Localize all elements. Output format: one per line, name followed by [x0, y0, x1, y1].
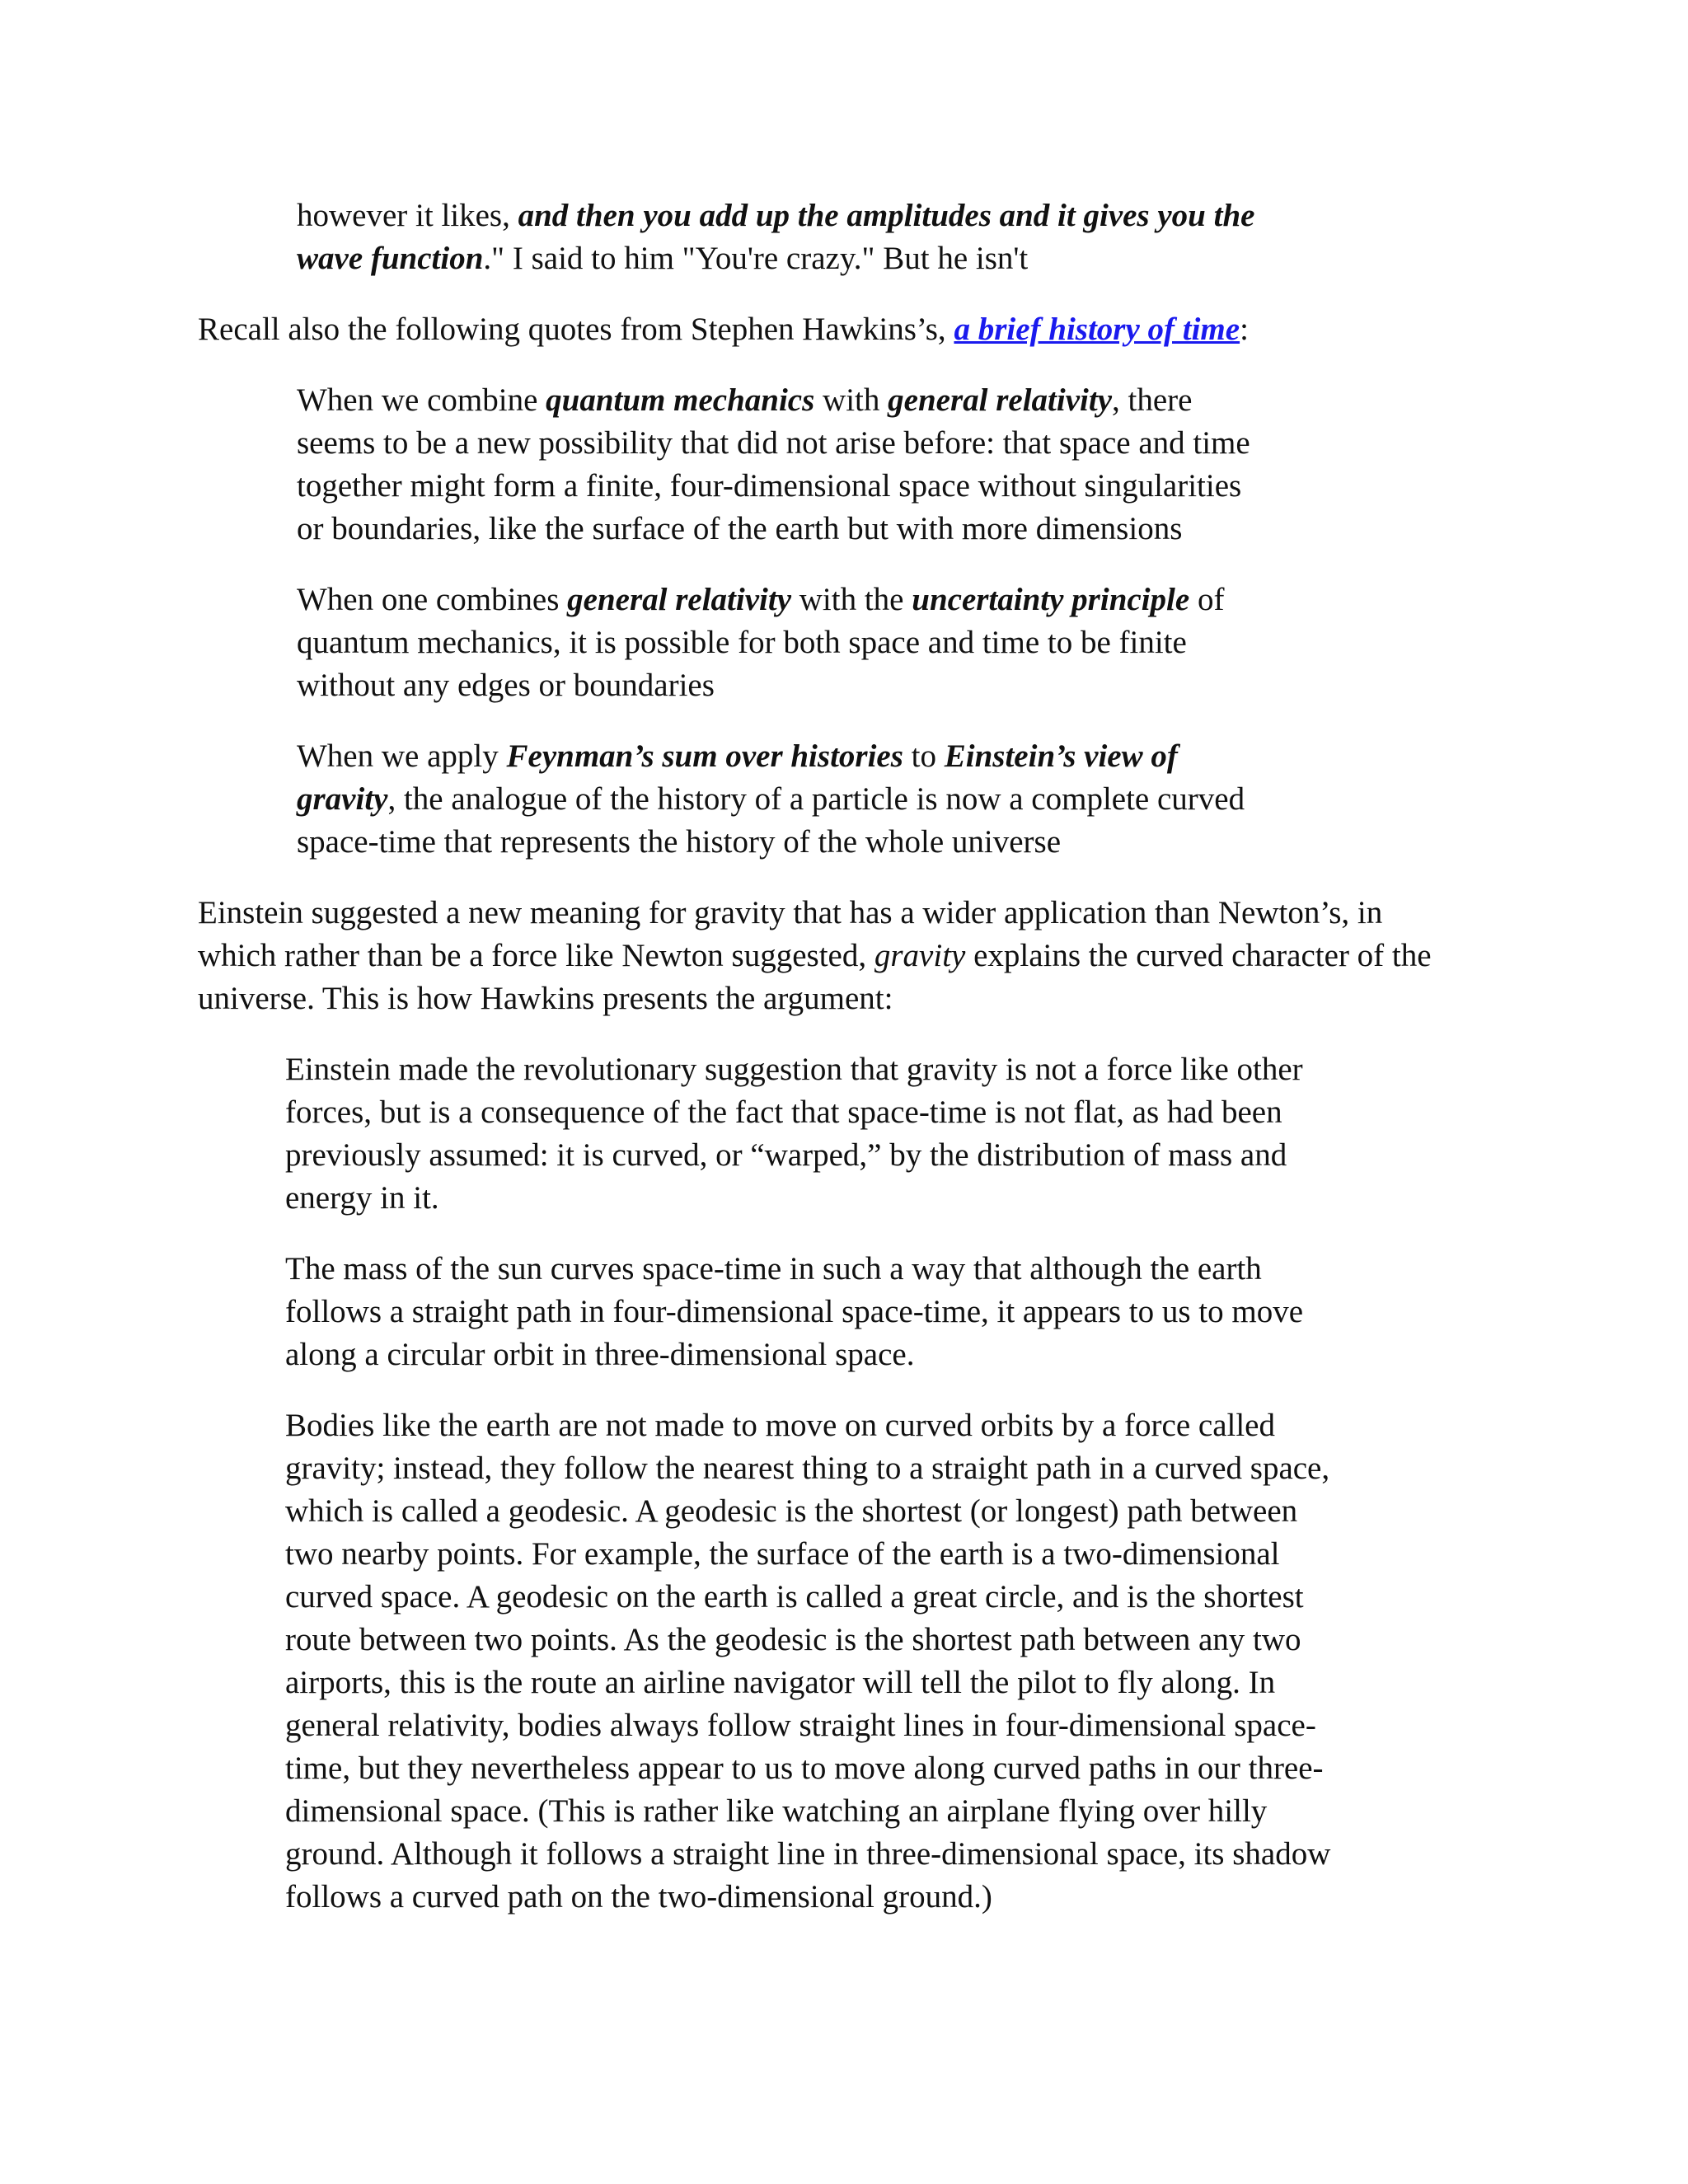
quote-2-line-2: quantum mechanics, it is possible for both space and time to be finite — [297, 625, 1187, 660]
einstein-paragraph-line-3: universe. This is how Hawkins presents the argument: — [198, 981, 893, 1016]
block-3-line: general relativity, bodies always follow straight lines in four-dimensional space- — [285, 1708, 1316, 1743]
block-1-line-1: Einstein made the revolutionary suggestion that gravity is not a force like other — [285, 1052, 1303, 1087]
feynman-quote-line-2 — [297, 237, 1028, 280]
text-run: which rather than be a force like Newton suggested, — [198, 938, 874, 973]
text-run: to — [903, 738, 945, 774]
block-3-line: route between two points. As the geodesic is the shortest path between any two — [285, 1622, 1301, 1657]
feynman-quote-line-1 — [297, 194, 1254, 237]
emphasis-einstein-view: Einstein’s view of — [944, 738, 1178, 774]
einstein-paragraph-line-1: Einstein suggested a new meaning for gravity that has a wider application than Newton’s, in — [198, 895, 1383, 930]
block-2-line-3: along a circular orbit in three-dimensional space. — [285, 1337, 915, 1372]
text-run: with the — [791, 582, 912, 617]
text-run: When we apply — [297, 738, 507, 774]
text-run: When we combine — [297, 382, 546, 418]
emphasis-quantum-mechanics: quantum mechanics — [546, 382, 815, 418]
text-run: : — [1240, 312, 1249, 347]
block-1-line-2: forces, but is a consequence of the fact that space-time is not flat, as had been — [285, 1094, 1282, 1130]
text-run: Recall also the following quotes from Stephen Hawkins’s, — [198, 312, 954, 347]
text-run: however it likes, — [297, 198, 518, 233]
block-3-line: ground. Although it follows a straight line in three-dimensional space, its shadow — [285, 1836, 1331, 1872]
block-1-line-4: energy in it. — [285, 1180, 439, 1216]
brief-history-of-time-link[interactable]: a brief history of time — [954, 312, 1240, 347]
text-run: of — [1189, 582, 1225, 617]
text-run: , there — [1112, 382, 1193, 418]
emphasis-wave-function: wave function — [297, 241, 484, 276]
einstein-paragraph-line-2 — [198, 935, 1432, 977]
text-run: , the analogue of the history of a particle is now a complete curved — [387, 781, 1245, 817]
emphasis-uncertainty-principle: uncertainty principle — [912, 582, 1190, 617]
quote-1-line-4: or boundaries, like the surface of the earth but with more dimensions — [297, 511, 1183, 546]
quote-1-line-3: together might form a finite, four-dimensional space without singularities — [297, 468, 1242, 504]
text-run: When one combines — [297, 582, 568, 617]
hawking-intro-paragraph — [198, 308, 1249, 351]
block-3-line: Bodies like the earth are not made to move on curved orbits by a force called — [285, 1408, 1275, 1443]
quote-3-line-1 — [297, 735, 1178, 778]
quote-3-line-2 — [297, 778, 1245, 821]
emphasis-general-relativity: general relativity — [888, 382, 1112, 418]
quote-3-line-3: space-time that represents the history of the whole universe — [297, 824, 1062, 860]
text-run: explains the curved character of the — [965, 938, 1432, 973]
emphasis-amplitudes: and then you add up the amplitudes and it gives you the — [518, 198, 1255, 233]
block-2-line-2: follows a straight path in four-dimensional space-time, it appears to us to move — [285, 1294, 1304, 1329]
text-run: ." I said to him "You're crazy." But he isn't — [483, 241, 1029, 276]
quote-1-line-2: seems to be a new possibility that did not arise before: that space and time — [297, 425, 1250, 461]
block-3-line: which is called a geodesic. A geodesic is the shortest (or longest) path between — [285, 1493, 1298, 1529]
emphasis-gravity: gravity — [297, 781, 388, 817]
quote-2-line-1 — [297, 579, 1224, 621]
block-3-line: follows a curved path on the two-dimensional ground.) — [285, 1879, 992, 1915]
quote-1-line-1 — [297, 379, 1192, 422]
block-3-line: time, but they nevertheless appear to us to move along curved paths in our three- — [285, 1750, 1324, 1786]
emphasis-feynman-sum: Feynman’s sum over histories — [506, 738, 903, 774]
emphasis-gravity: gravity — [874, 938, 966, 973]
block-3-line: two nearby points. For example, the surface of the earth is a two-dimensional — [285, 1536, 1280, 1572]
emphasis-general-relativity: general relativity — [567, 582, 792, 617]
block-3-line: gravity; instead, they follow the nearest thing to a straight path in a curved space, — [285, 1451, 1330, 1486]
block-2-line-1: The mass of the sun curves space-time in such a way that although the earth — [285, 1251, 1262, 1286]
block-3-line: dimensional space. (This is rather like watching an airplane flying over hilly — [285, 1793, 1268, 1829]
block-3-line: curved space. A geodesic on the earth is called a great circle, and is the shortest — [285, 1579, 1304, 1615]
block-3-line: airports, this is the route an airline navigator will tell the pilot to fly along. In — [285, 1665, 1276, 1700]
quote-2-line-3: without any edges or boundaries — [297, 668, 715, 703]
block-1-line-3: previously assumed: it is curved, or “warped,” by the distribution of mass and — [285, 1137, 1287, 1173]
text-run: with — [814, 382, 889, 418]
